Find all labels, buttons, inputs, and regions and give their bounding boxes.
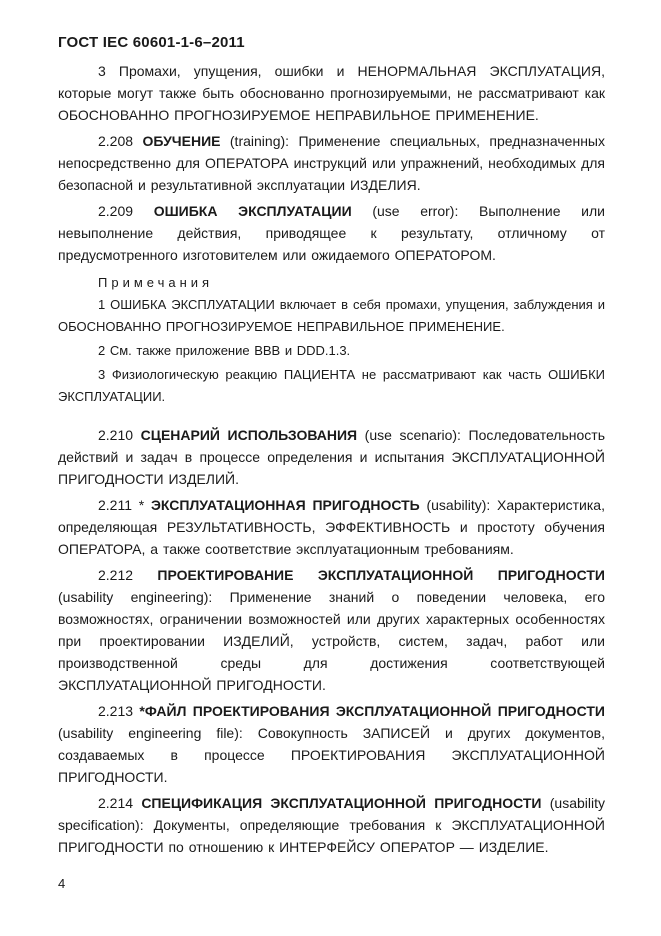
- text-run: 3 Физиологическую реакцию ПАЦИЕНТА не рассматривают как часть ОШИБКИ ЭКСПЛУАТАЦИИ.: [58, 367, 605, 404]
- text-run: (use error): Выполнение или невыполнение действия, приводящее к результату, отличному от предусмотренного изготовителем или ожидаемого ОПЕРАТОРОМ.: [58, 203, 605, 263]
- clause-2-208-training: [58, 130, 605, 196]
- text-run: 3 Промахи, упущения, ошибки и НЕНОРМАЛЬНАЯ ЭКСПЛУАТАЦИЯ, которые могут также быть обоснованно прогнозируемыми, не рассматривают как ОБОСНОВАННО ПРОГНОЗИРУЕМОЕ НЕПРАВИЛЬНОЕ ПРИМЕНЕНИЕ.: [58, 63, 605, 123]
- text-run: (training): Применение специальных, предназначенных непосредственно для ОПЕРАТОРА инструкций или упражнений, необходимых для безопасной и результативной эксплуатации ИЗДЕЛИЯ.: [58, 133, 605, 193]
- defined-term: ОШИБКА ЭКСПЛУАТАЦИИ: [153, 203, 352, 219]
- note-2: [58, 340, 605, 362]
- defined-term: ЭКСПЛУАТАЦИОННАЯ ПРИГОДНОСТЬ: [150, 497, 420, 513]
- clause-2-211-usability: [58, 494, 605, 560]
- clause-2-210-use-scenario: [58, 424, 605, 490]
- page-number: 4: [58, 876, 66, 891]
- text-run: (usability specification): Документы, определяющие требования к ЭКСПЛУАТАЦИОННОЙ ПРИГОДНОСТИ по отношению к ИНТЕРФЕЙСУ ОПЕРАТОР — ИЗДЕЛИЕ.: [58, 795, 605, 855]
- text-run: (usability engineering): Применение знаний о поведении человека, его возможностях, ограничении возможностей или других характерных особенностях при проектировании ИЗДЕЛИЙ, устройств, систем, задач, работ или производственной среды для достижения соответствующей ЭКСПЛУАТАЦИОННОЙ ПРИГОДНОСТИ.: [58, 589, 605, 693]
- text-run: 2.213: [98, 703, 140, 719]
- text-run: 2.212: [98, 567, 158, 583]
- note-3-continued: [58, 60, 605, 126]
- text-run: 2.209: [98, 203, 154, 219]
- document-body: [58, 60, 605, 858]
- text-run: 2.214: [98, 795, 142, 811]
- text-run: 2.208: [98, 133, 143, 149]
- text-run: (usability): Характеристика, определяющая РЕЗУЛЬТАТИВНОСТЬ, ЭФФЕКТИВНОСТЬ и простоту обучения ОПЕРАТОРА, а также соответствие эксплуатационным требованиям.: [58, 497, 605, 557]
- text-run: 2.210: [98, 427, 141, 443]
- defined-term: *ФАЙЛ ПРОЕКТИРОВАНИЯ ЭКСПЛУАТАЦИОННОЙ ПРИГОДНОСТИ: [139, 703, 605, 719]
- defined-term: ОБУЧЕНИЕ: [142, 133, 221, 149]
- text-run: 1 ОШИБКА ЭКСПЛУАТАЦИИ включает в себя промахи, упущения, заблуждения и ОБОСНОВАННО ПРОГНОЗИРУЕМОЕ НЕПРАВИЛЬНОЕ ПРИМЕНЕНИЕ.: [58, 297, 605, 334]
- document-header: ГОСТ IEC 60601-1-6–2011: [58, 34, 245, 51]
- text-run: (usability engineering file): Совокупность ЗАПИСЕЙ и других документов, создаваемых в процессе ПРОЕКТИРОВАНИЯ ЭКСПЛУАТАЦИОННОЙ ПРИГОДНОСТИ.: [58, 725, 605, 785]
- clause-2-209-use-error: [58, 200, 605, 266]
- text-run: Примечания: [98, 275, 214, 290]
- text-run: 2 См. также приложение BBB и DDD.1.3.: [98, 343, 351, 358]
- clause-2-213-usability-engineering-file: [58, 700, 605, 788]
- defined-term: СПЕЦИФИКАЦИЯ ЭКСПЛУАТАЦИОННОЙ ПРИГОДНОСТИ: [141, 795, 542, 811]
- note-1: [58, 294, 605, 338]
- notes-heading: [58, 272, 605, 294]
- defined-term: ПРОЕКТИРОВАНИЕ ЭКСПЛУАТАЦИОННОЙ ПРИГОДНОСТИ: [157, 567, 605, 583]
- defined-term: СЦЕНАРИЙ ИСПОЛЬЗОВАНИЯ: [140, 427, 358, 443]
- clause-2-212-usability-engineering: [58, 564, 605, 696]
- text-run: 2.211 *: [98, 497, 151, 513]
- note-3: [58, 364, 605, 408]
- clause-2-214-usability-specification: [58, 792, 605, 858]
- text-run: (use scenario): Последовательность действий и задач в процессе определения и испытания ЭКСПЛУАТАЦИОННОЙ ПРИГОДНОСТИ ИЗДЕЛИЙ.: [58, 427, 605, 487]
